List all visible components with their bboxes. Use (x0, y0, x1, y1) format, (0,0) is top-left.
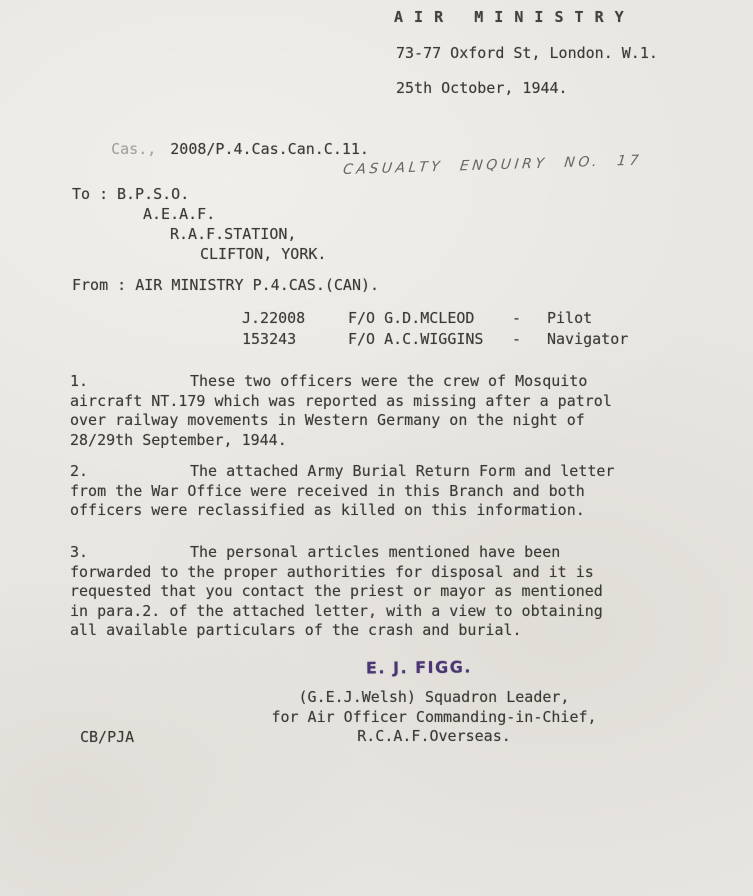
reference-prefix: Cas., (111, 140, 157, 158)
recipient-line-1: B.P.S.O. (117, 185, 190, 203)
crew-separator: - (512, 330, 522, 348)
crew-row-pilot (0, 309, 753, 328)
paragraph-number: 1. (70, 372, 89, 390)
paragraph-text: The attached Army Burial Return Form and letter from the War Office were received in this Branch and both officers were reclassified as killed on this information. (70, 462, 615, 519)
crew-name: F/O A.C.WIGGINS (348, 330, 484, 348)
paragraph-text: The personal articles mentioned have been forwarded to the proper authorities for disposal and it is requested that you contact the priest or mayor as mentioned in para.2. of the attached letter, with a view to obtaining all available particulars of the crash and burial. (70, 543, 603, 639)
signature-org-line: R.C.A.F.Overseas. (357, 727, 511, 745)
crew-name: F/O G.D.MCLEOD (348, 309, 475, 327)
recipient-line-2: A.E.A.F. (143, 205, 216, 223)
paragraph-1 (70, 372, 620, 450)
signature-block (268, 688, 600, 747)
letterhead-address: 73-77 Oxford St, London. W.1. (396, 44, 658, 62)
letterhead-organization: A I R M I N I S T R Y (394, 8, 625, 26)
crew-role: Pilot (547, 309, 593, 327)
paragraph-3 (70, 543, 620, 641)
crew-role: Navigator (547, 330, 629, 348)
reference-line (75, 121, 369, 178)
paragraph-number: 2. (70, 462, 89, 480)
crew-separator: - (512, 309, 522, 327)
recipient-line-3: R.A.F.STATION, (170, 225, 297, 243)
paragraph-2 (70, 462, 620, 521)
paragraph-text: These two officers were the crew of Mosquito aircraft NT.179 which was reported as missing after a patrol over railway movements in Western Germany on the night of 28/29th September, 1944. (70, 372, 612, 449)
sender-line: From : AIR MINISTRY P.4.CAS.(CAN). (72, 276, 380, 294)
recipient-line-4: CLIFTON, YORK. (200, 245, 327, 263)
paragraph-number: 3. (70, 543, 89, 561)
footer-initials: CB/PJA (80, 728, 135, 746)
reference-number: 2008/P.4.Cas.Can.C.11. (170, 140, 369, 158)
crew-service-number: J.22008 (242, 309, 306, 327)
recipient-label: To : (72, 185, 109, 203)
crew-row-navigator (0, 330, 753, 349)
handwritten-annotation: CASUALTY ENQUIRY NO. 17 (342, 152, 643, 179)
signature-title-line: for Air Officer Commanding-in-Chief, (271, 707, 597, 726)
signature-stamp: E. J. FIGG. (365, 657, 473, 678)
signature-name-line: (G.E.J.Welsh) Squadron Leader, (298, 688, 570, 706)
letterhead-date: 25th October, 1944. (396, 79, 568, 97)
crew-service-number: 153243 (242, 330, 297, 348)
